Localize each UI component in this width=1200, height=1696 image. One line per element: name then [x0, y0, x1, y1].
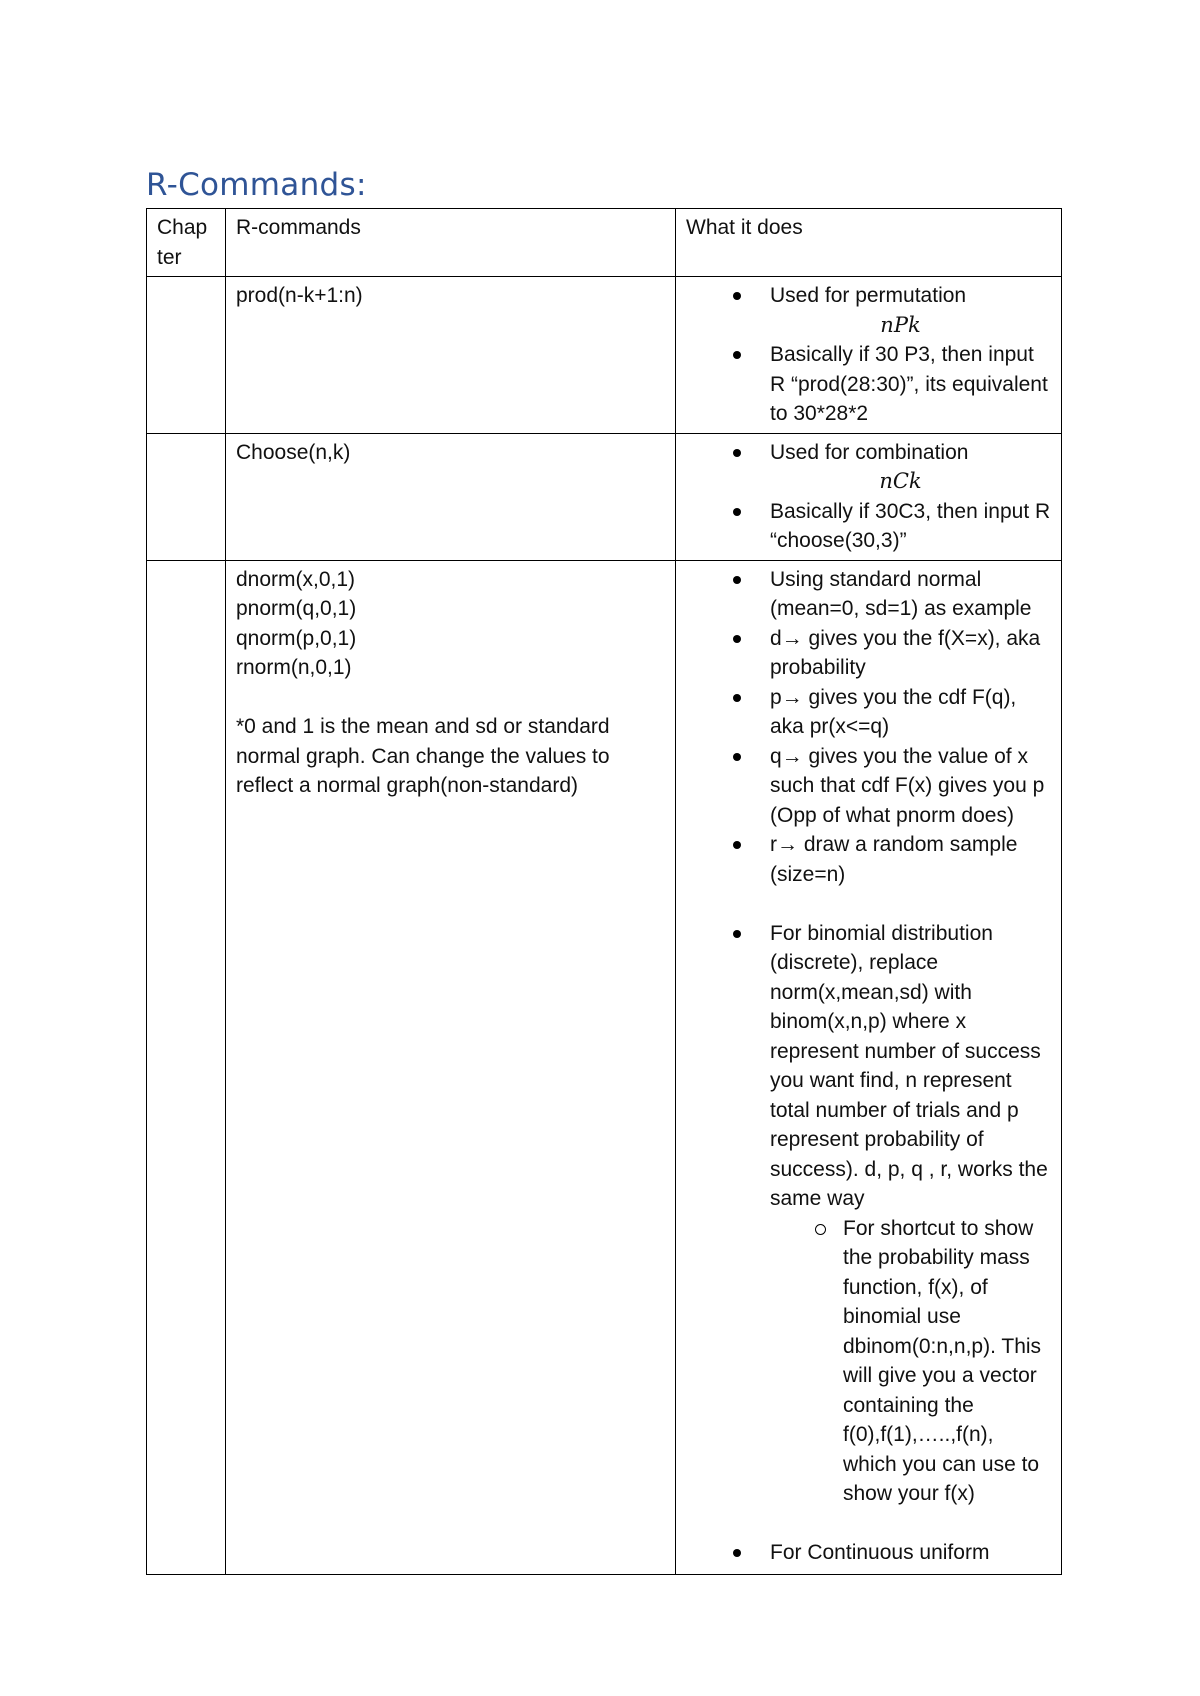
list-item — [686, 919, 1051, 1509]
list-item — [686, 683, 1051, 742]
table-row — [147, 277, 1062, 434]
bullet-text: Used for permutation — [770, 284, 967, 307]
sub-list — [770, 1214, 1051, 1509]
description-cell — [676, 560, 1062, 1574]
bullet-text: For binomial distribution (discrete), replace norm(x,mean,sd) with binom(x,n,p) where x represent number of success you want find, n represent total number of trials and p represent probability of success). d, p, q , r, works the same way — [770, 921, 1048, 1210]
list-item — [686, 1538, 1051, 1568]
combination-formula: nCk — [879, 469, 922, 493]
list-item — [686, 340, 1051, 429]
command-cell — [226, 560, 676, 1574]
command-text: qnorm(p,0,1) — [236, 626, 357, 650]
command-text: pnorm(q,0,1) — [236, 597, 357, 620]
description-list — [686, 565, 1051, 1568]
list-item — [686, 565, 1051, 624]
sub-bullet-text: For shortcut to show the probability mass function, f(x), of binomial use dbinom(0:n,n,p). This will give you a vector containing the f(0),f(1),…..,f(n), which you can use to show your f(x) — [843, 1216, 1042, 1505]
list-item — [686, 624, 1051, 683]
bullet-text: d→ gives you the f(X=x), aka probability — [770, 626, 1041, 679]
table-row — [147, 560, 1062, 1574]
bullet-text: Basically if 30C3, then input R “choose(30,3)” — [770, 499, 1051, 552]
sub-list-item — [770, 1214, 1051, 1509]
header-r-commands: R-commands — [226, 209, 676, 277]
table-row — [147, 433, 1062, 560]
list-item — [686, 830, 1051, 889]
command-text: Choose(n,k) — [236, 440, 351, 464]
list-item — [686, 281, 1051, 340]
bullet-text: Basically if 30 P3, then input R “prod(28:30)”, its equivalent to 30*28*2 — [770, 343, 1048, 425]
command-cell — [226, 433, 676, 560]
command-text: prod(n-k+1:n) — [236, 284, 363, 307]
description-cell — [676, 277, 1062, 434]
bullet-text: p→ gives you the cdf F(q), aka pr(x<=q) — [770, 685, 1017, 738]
description-cell — [676, 433, 1062, 560]
command-text: rnorm(n,0,1) — [236, 656, 352, 679]
bullet-text: For Continuous uniform — [770, 1541, 990, 1564]
command-cell — [226, 277, 676, 434]
bullet-text: Used for combination — [770, 440, 969, 464]
header-chapter: Chap ter — [147, 209, 226, 277]
header-what-it-does: What it does — [676, 209, 1062, 277]
list-item — [686, 742, 1051, 831]
chapter-cell — [147, 277, 226, 434]
bullet-text: r→ draw a random sample (size=n) — [770, 833, 1018, 886]
page-title: R-Commands: — [146, 167, 367, 203]
bullet-text: Using standard normal (mean=0, sd=1) as example — [770, 567, 1032, 620]
description-list — [686, 281, 1051, 429]
r-commands-table — [146, 208, 1062, 1575]
chapter-cell — [147, 433, 226, 560]
command-text: dnorm(x,0,1) — [236, 567, 356, 591]
command-note: *0 and 1 is the mean and sd or standard normal graph. Can change the values to reflect a normal graph(non-standard) — [236, 715, 610, 797]
list-item — [686, 438, 1051, 497]
chapter-cell — [147, 560, 226, 1574]
table-header-row — [147, 209, 1062, 277]
permutation-formula: nPk — [880, 312, 921, 337]
description-list — [686, 438, 1051, 556]
list-item — [686, 497, 1051, 556]
bullet-text: q→ gives you the value of x such that cdf F(x) gives you p (Opp of what pnorm does) — [770, 744, 1045, 827]
